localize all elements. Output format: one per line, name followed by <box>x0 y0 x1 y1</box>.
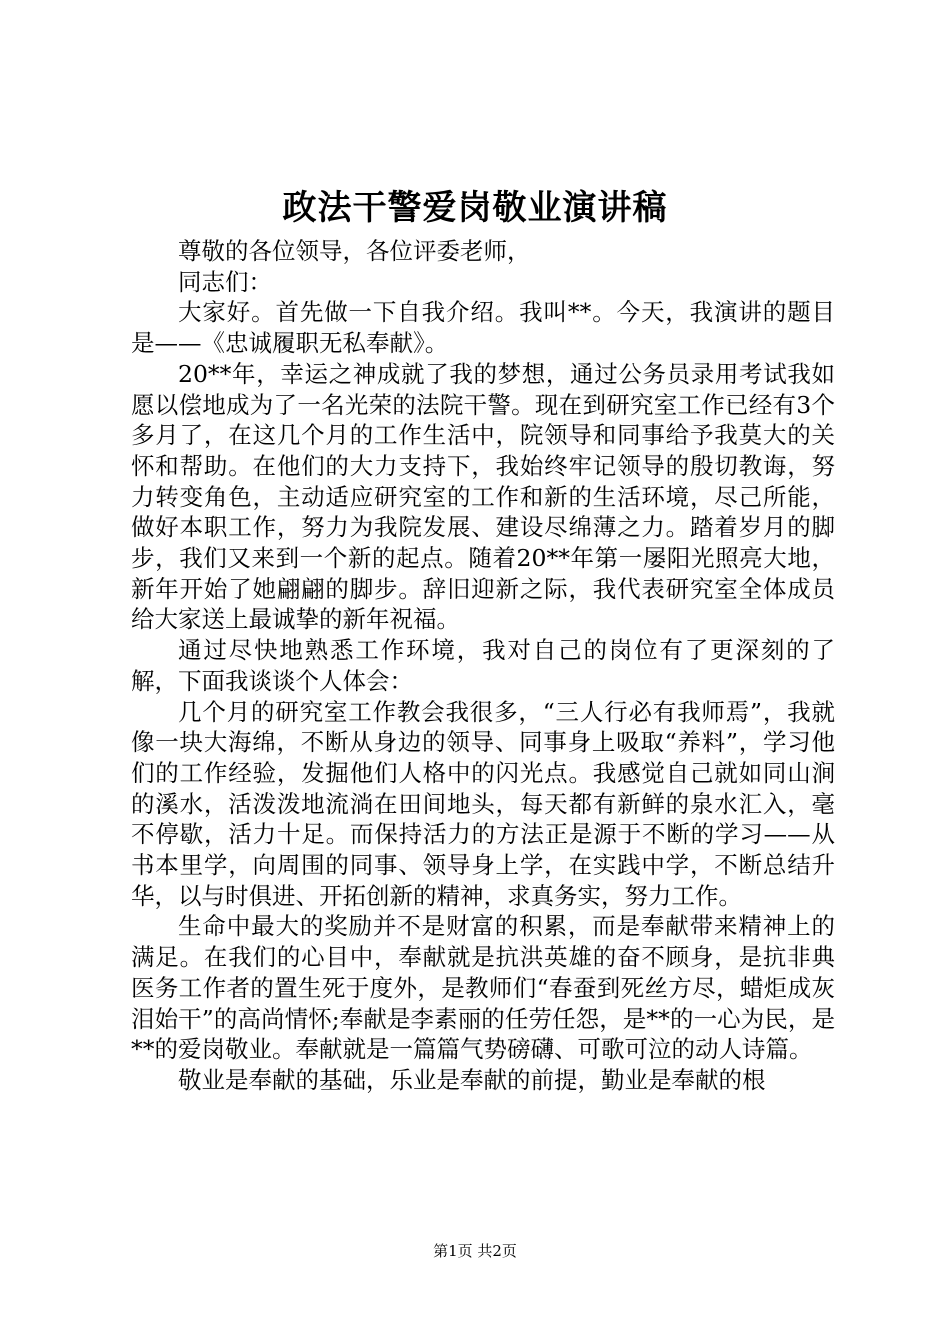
document-body <box>131 236 835 1096</box>
paragraph-learning: 几个月的研究室工作教会我很多，“三人行必有我师焉”，我就像一块大海绵，不断从身边的领导、同事身上吸取“养料”，学习他们的工作经验，发掘他们人格中的闪光点。我感觉自己就如同山涧的溪水，活泼泼地流淌在田间地头，每天都有新鲜的泉水汇入，毫不停歇，活力十足。而保持活力的方法正是源于不断的学习——从书本里学，向周围的同事、领导身上学，在实践中学，不断总结升华，以与时俱进、开拓创新的精神，求真务实，努力工作。 <box>131 697 835 910</box>
paragraph-foundation: 敬业是奉献的基础，乐业是奉献的前提，勤业是奉献的根 <box>178 1065 766 1094</box>
paragraph-understanding: 通过尽快地熟悉工作环境，我对自己的岗位有了更深刻的了解，下面我谈谈个人体会： <box>131 636 835 695</box>
paragraph-dedication: 生命中最大的奖励并不是财富的积累，而是奉献带来精神上的满足。在我们的心目中，奉献就是抗洪英雄的奋不顾身，是抗非典医务工作者的置生死于度外，是教师们“春蚕到死丝方尽，蜡炬成灰泪始干”的高尚情怀;奉献是李素丽的任劳任怨，是**的一心为民，是**的爱岗敬业。奉献就是一篇篇气势磅礴、可歌可泣的动人诗篇。 <box>131 912 835 1064</box>
paragraph-background: 20**年，幸运之神成就了我的梦想，通过公务员录用考试我如愿以偿地成为了一名光荣的法院干警。现在到研究室工作已经有3个多月了，在这几个月的工作生活中，院领导和同事给予我莫大的关怀和帮助。在他们的大力支持下，我始终牢记领导的殷切教诲，努力转变角色，主动适应研究室的工作和新的生活环境，尽己所能，做好本职工作，努力为我院发展、建设尽绵薄之力。踏着岁月的脚步，我们又来到一个新的起点。随着20**年第一屡阳光照亮大地，新年开始了她翩翩的脚步。辞旧迎新之际，我代表研究室全体成员给大家送上最诚挚的新年祝福。 <box>131 359 835 634</box>
page-number: 第1页 共2页 <box>433 1242 517 1260</box>
paragraph-introduction: 大家好。首先做一下自我介绍。我叫**。今天，我演讲的题目是——《忠诚履职无私奉献》。 <box>131 298 835 358</box>
paragraph-comrades: 同志们： <box>178 267 272 296</box>
document-title: 政法干警爱岗敬业演讲稿 <box>282 188 668 228</box>
paragraph-salutation: 尊敬的各位领导，各位评委老师， <box>178 237 531 265</box>
